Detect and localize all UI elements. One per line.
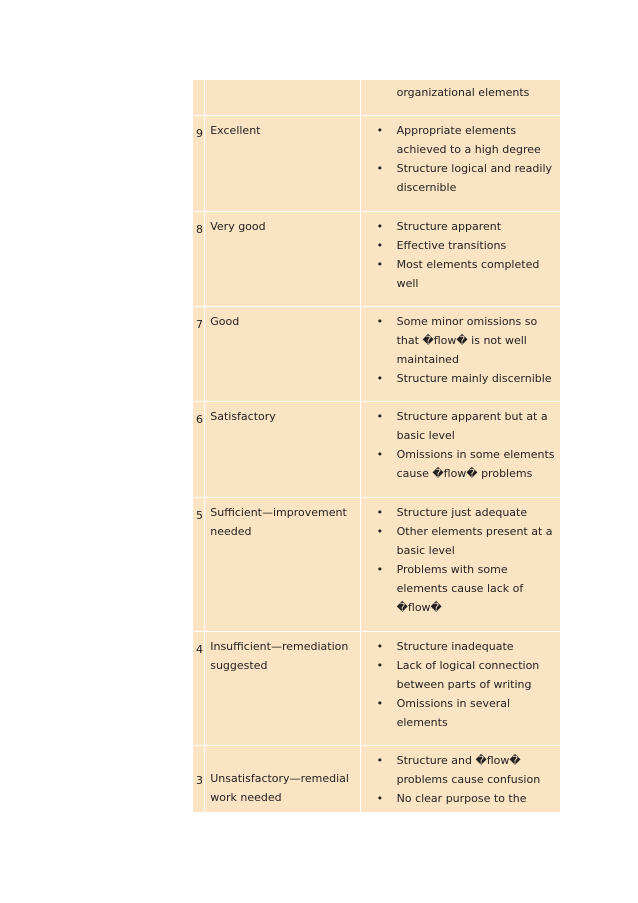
bullet-icon: • — [376, 220, 384, 233]
table-row — [193, 746, 560, 812]
score-label: Excellent — [210, 124, 261, 137]
score-cell — [193, 80, 204, 115]
list-item: • No clear purpose to the — [361, 789, 560, 808]
list-item: • Omissions in some elements cause �flow� problems — [361, 445, 560, 483]
list-item: • Some minor omissions so that �flow� is not well maintained — [361, 312, 560, 369]
bullet-icon: • — [376, 124, 384, 137]
description-list — [361, 212, 560, 293]
table-row — [193, 498, 560, 631]
description-list — [361, 307, 560, 388]
table-row — [193, 80, 560, 115]
table-row — [193, 116, 560, 211]
list-item: • Lack of logical connection between parts of writing — [361, 656, 560, 694]
score-number: 3 — [196, 774, 203, 787]
bullet-icon: • — [376, 162, 384, 175]
list-item: • Structure mainly discernible — [361, 369, 560, 388]
score-number: 6 — [196, 413, 203, 426]
bullet-icon: • — [376, 792, 384, 805]
table-row — [193, 307, 560, 401]
rubric-table — [192, 79, 561, 813]
list-item: • Omissions in several elements — [361, 694, 560, 732]
bullet-icon: • — [376, 448, 384, 461]
score-number: 8 — [196, 223, 203, 236]
description-list — [361, 116, 560, 197]
list-item: • Most elements completed well — [361, 255, 560, 293]
list-item: • Appropriate elements achieved to a high degree — [361, 121, 560, 159]
score-label: Very good — [210, 220, 266, 233]
table-row — [193, 632, 560, 745]
list-item: • Effective transitions — [361, 236, 560, 255]
description-list — [361, 402, 560, 483]
description-list — [361, 632, 560, 732]
list-item: • Structure apparent — [361, 217, 560, 236]
bullet-icon: • — [376, 697, 384, 710]
score-number: 4 — [196, 643, 203, 656]
score-label: Sufficient—improvement needed — [210, 506, 347, 538]
description-continuation: organizational elements — [396, 86, 530, 99]
bullet-icon: • — [376, 525, 384, 538]
score-label: Insufficient—remediation suggested — [210, 640, 349, 672]
bullet-icon: • — [376, 258, 384, 271]
bullet-icon: • — [376, 506, 384, 519]
score-label: Good — [210, 315, 240, 328]
bullet-icon: • — [376, 640, 384, 653]
list-item: • Structure inadequate — [361, 637, 560, 656]
bullet-icon: • — [376, 754, 384, 767]
description-cell — [361, 80, 560, 115]
score-number: 5 — [196, 509, 203, 522]
list-item: • Problems with some elements cause lack of �flow� — [361, 560, 560, 617]
score-label: Unsatisfactory—remedial work needed — [210, 772, 349, 804]
list-item: • Structure just adequate — [361, 503, 560, 522]
description-list — [361, 746, 560, 808]
list-item: • Other elements present at a basic level — [361, 522, 560, 560]
bullet-icon: • — [376, 563, 384, 576]
score-number: 9 — [196, 127, 203, 140]
bullet-icon: • — [376, 315, 384, 328]
table-row — [193, 212, 560, 306]
list-item: • Structure apparent but at a basic level — [361, 407, 560, 445]
score-number: 7 — [196, 318, 203, 331]
label-cell — [205, 80, 359, 115]
bullet-icon: • — [376, 659, 384, 672]
bullet-icon: • — [376, 372, 384, 385]
score-label: Satisfactory — [210, 410, 276, 423]
list-item: • Structure logical and readily discernible — [361, 159, 560, 197]
bullet-icon: • — [376, 239, 384, 252]
bullet-icon: • — [376, 410, 384, 423]
table-row — [193, 402, 560, 497]
list-item: • Structure and �flow� problems cause confusion — [361, 751, 560, 789]
description-list — [361, 498, 560, 617]
